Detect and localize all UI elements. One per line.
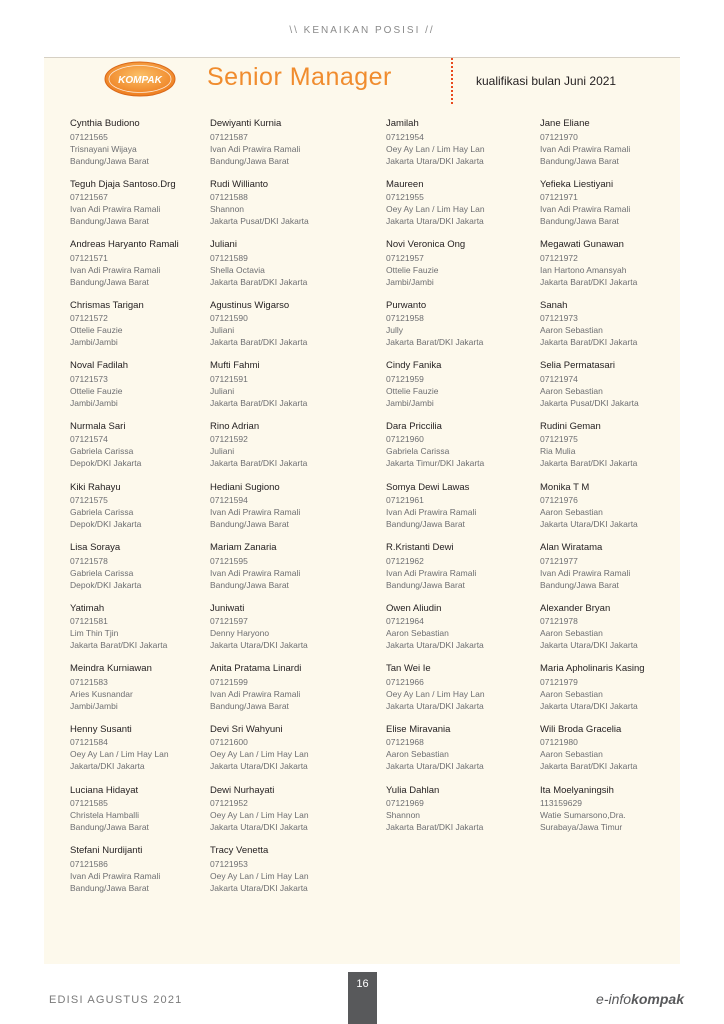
sponsor-name: Shannon: [210, 204, 245, 215]
member-id: 07121597: [210, 616, 248, 627]
member-id: 07121968: [386, 737, 424, 748]
member-location: Depok/DKI Jakarta: [70, 519, 142, 530]
member-name: Sanah: [540, 299, 568, 311]
member-entry: [210, 663, 375, 724]
member-entry: [540, 179, 705, 240]
member-entry: [540, 360, 705, 421]
member-location: Surabaya/Jawa Timur: [540, 822, 623, 833]
member-location: Jakarta Utara/DKI Jakarta: [540, 700, 638, 711]
member-id: 07121584: [70, 737, 108, 748]
sponsor-name: Aaron Sebastian: [540, 507, 603, 518]
sponsor-name: Ria Mulia: [540, 446, 576, 457]
member-location: Jambi/Jambi: [386, 276, 434, 287]
brand-label: [596, 991, 684, 1007]
member-location: Jakarta Barat/DKI Jakarta: [210, 276, 308, 287]
svg-text:KOMPAK: KOMPAK: [118, 75, 162, 86]
column-3: [386, 118, 551, 845]
member-location: Jakarta Barat/DKI Jakarta: [210, 337, 308, 348]
sponsor-name: Aaron Sebastian: [540, 749, 603, 760]
sponsor-name: Aaron Sebastian: [540, 385, 603, 396]
member-entry: [210, 482, 375, 543]
member-id: 07121567: [70, 192, 108, 203]
edition-label: EDISI AGUSTUS 2021: [49, 994, 183, 1006]
member-id: 07121974: [540, 373, 578, 384]
member-location: Jambi/Jambi: [70, 397, 118, 408]
member-name: Juliani: [210, 239, 237, 251]
page-number-box: [348, 972, 377, 1024]
member-entry: [210, 118, 375, 179]
member-name: Purwanto: [386, 299, 427, 311]
sponsor-name: Gabriela Carissa: [70, 567, 134, 578]
member-entry: [540, 785, 705, 846]
member-location: Jakarta Utara/DKI Jakarta: [540, 640, 638, 651]
sponsor-name: Juliani: [210, 446, 235, 457]
member-entry: [540, 663, 705, 724]
member-id: 07121594: [210, 495, 248, 506]
member-location: Jakarta Utara/DKI Jakarta: [540, 519, 638, 530]
member-entry: [540, 724, 705, 785]
member-location: Bandung/Jawa Barat: [70, 882, 149, 893]
member-name: Maureen: [386, 178, 424, 190]
column-4: [540, 118, 705, 845]
member-name: Anita Pratama Linardi: [210, 663, 302, 675]
header-divider: [451, 58, 453, 104]
member-id: 07121578: [70, 555, 108, 566]
member-id: 07121962: [386, 555, 424, 566]
sponsor-name: Oey Ay Lan / Lim Hay Lan: [210, 870, 309, 881]
member-location: Bandung/Jawa Barat: [210, 155, 289, 166]
member-name: Somya Dewi Lawas: [386, 481, 470, 493]
member-name: Owen Aliudin: [386, 602, 442, 614]
member-name: Dewi Nurhayati: [210, 784, 275, 796]
member-name: Cynthia Budiono: [70, 118, 140, 129]
member-name: Yulia Dahlan: [386, 784, 440, 796]
page-title: Senior Manager: [207, 63, 392, 91]
member-id: 07121977: [540, 555, 578, 566]
brand-bold: kompak: [631, 991, 684, 1007]
member-entry: [386, 482, 551, 543]
member-entry: [540, 300, 705, 361]
sponsor-name: Aaron Sebastian: [540, 628, 603, 639]
member-name: Andreas Haryanto Ramali: [70, 239, 179, 251]
sponsor-name: Ottelie Fauzie: [70, 385, 123, 396]
member-entry: [210, 845, 375, 906]
member-name: Meindra Kurniawan: [70, 663, 152, 675]
sponsor-name: Ivan Adi Prawira Ramali: [70, 870, 161, 881]
sponsor-name: Oey Ay Lan / Lim Hay Lan: [70, 749, 169, 760]
sponsor-name: Ivan Adi Prawira Ramali: [210, 143, 301, 154]
member-location: Jakarta Barat/DKI Jakarta: [540, 276, 638, 287]
member-name: Lisa Soraya: [70, 542, 121, 554]
member-location: Bandung/Jawa Barat: [210, 700, 289, 711]
member-location: Jakarta/DKI Jakarta: [70, 761, 145, 772]
member-id: 07121574: [70, 434, 108, 445]
member-id: 07121587: [210, 131, 248, 142]
sponsor-name: Oey Ay Lan / Lim Hay Lan: [386, 143, 485, 154]
sponsor-name: Oey Ay Lan / Lim Hay Lan: [210, 810, 309, 821]
member-location: Jakarta Barat/DKI Jakarta: [540, 458, 638, 469]
sponsor-name: Shella Octavia: [210, 264, 265, 275]
member-location: Bandung/Jawa Barat: [70, 155, 149, 166]
member-entry: [210, 179, 375, 240]
member-name: Elise Miravania: [386, 723, 451, 735]
member-location: Jakarta Utara/DKI Jakarta: [386, 155, 484, 166]
member-id: 07121969: [386, 798, 424, 809]
member-location: Jakarta Utara/DKI Jakarta: [386, 216, 484, 227]
member-location: Jakarta Utara/DKI Jakarta: [210, 882, 308, 893]
member-entry: [540, 239, 705, 300]
member-id: 07121586: [70, 858, 108, 869]
member-location: Jakarta Barat/DKI Jakarta: [540, 761, 638, 772]
member-entry: [210, 785, 375, 846]
member-id: 07121591: [210, 373, 248, 384]
member-name: Yefieka Liestiyani: [540, 178, 614, 190]
member-entry: [386, 421, 551, 482]
member-name: Ita Moelyaningsih: [540, 784, 614, 796]
member-name: Rino Adrian: [210, 420, 260, 432]
qualification-date: kualifikasi bulan Juni 2021: [476, 74, 617, 88]
member-name: Rudi Willianto: [210, 178, 269, 190]
member-entry: [210, 542, 375, 603]
member-id: 07121581: [70, 616, 108, 627]
member-location: Depok/DKI Jakarta: [70, 458, 142, 469]
member-location: Jakarta Barat/DKI Jakarta: [210, 458, 308, 469]
member-location: Jakarta Barat/DKI Jakarta: [386, 822, 484, 833]
sponsor-name: Aaron Sebastian: [386, 628, 449, 639]
member-id: 07121954: [386, 131, 424, 142]
member-entry: [210, 603, 375, 664]
member-name: R.Kristanti Dewi: [386, 542, 454, 554]
member-location: Jambi/Jambi: [70, 700, 118, 711]
sponsor-name: Trisnayani Wijaya: [70, 143, 137, 154]
member-name: Novi Veronica Ong: [386, 239, 466, 251]
member-entry: [386, 724, 551, 785]
member-id: 07121971: [540, 192, 578, 203]
member-name: Alan Wiratama: [540, 542, 603, 554]
sponsor-name: Ivan Adi Prawira Ramali: [210, 688, 301, 699]
member-name: Stefani Nurdijanti: [70, 845, 143, 857]
member-id: 07121592: [210, 434, 248, 445]
member-location: Jakarta Utara/DKI Jakarta: [210, 822, 308, 833]
member-name: Dewiyanti Kurnia: [210, 118, 282, 129]
member-name: Nurmala Sari: [70, 420, 126, 432]
member-location: Bandung/Jawa Barat: [70, 822, 149, 833]
member-id: 07121599: [210, 676, 248, 687]
member-id: 07121953: [210, 858, 248, 869]
member-name: Luciana Hidayat: [70, 784, 139, 796]
member-name: Megawati Gunawan: [540, 239, 624, 251]
member-id: 07121961: [386, 495, 424, 506]
member-name: Jane Eliane: [540, 118, 590, 129]
section-tag: \\ KENAIKAN POSISI //: [289, 25, 435, 36]
member-name: Hediani Sugiono: [210, 481, 280, 493]
sponsor-name: Ivan Adi Prawira Ramali: [540, 143, 631, 154]
member-id: 07121972: [540, 252, 578, 263]
member-entry: [540, 603, 705, 664]
member-name: Wili Broda Gracelia: [540, 723, 622, 735]
member-location: Bandung/Jawa Barat: [540, 579, 619, 590]
member-location: Bandung/Jawa Barat: [210, 519, 289, 530]
sponsor-name: Jully: [386, 325, 404, 336]
sponsor-name: Ottelie Fauzie: [70, 325, 123, 336]
sponsor-name: Ivan Adi Prawira Ramali: [70, 264, 161, 275]
member-location: Bandung/Jawa Barat: [386, 519, 465, 530]
member-id: 07121976: [540, 495, 578, 506]
member-location: Jambi/Jambi: [70, 337, 118, 348]
sponsor-name: Oey Ay Lan / Lim Hay Lan: [210, 749, 309, 760]
sponsor-name: Juliani: [210, 385, 235, 396]
member-location: Jakarta Barat/DKI Jakarta: [540, 337, 638, 348]
sponsor-name: Shannon: [386, 810, 421, 821]
member-entry: [210, 724, 375, 785]
member-name: Teguh Djaja Santoso.Drg: [70, 178, 176, 190]
member-location: Bandung/Jawa Barat: [386, 579, 465, 590]
member-name: Chrismas Tarigan: [70, 299, 144, 311]
sponsor-name: Oey Ay Lan / Lim Hay Lan: [386, 688, 485, 699]
member-name: Tracy Venetta: [210, 845, 269, 857]
member-entry: [540, 542, 705, 603]
member-id: 07121975: [540, 434, 578, 445]
member-name: Alexander Bryan: [540, 602, 611, 614]
sponsor-name: Aaron Sebastian: [386, 749, 449, 760]
member-name: Kiki Rahayu: [70, 481, 121, 493]
sponsor-name: Ottelie Fauzie: [386, 264, 439, 275]
member-name: Monika T M: [540, 481, 590, 493]
member-entry: [386, 179, 551, 240]
member-entry: [386, 239, 551, 300]
member-name: Jamilah: [386, 118, 419, 129]
member-entry: [386, 118, 551, 179]
member-name: Rudini Geman: [540, 420, 601, 432]
member-entry: [386, 663, 551, 724]
member-id: 07121970: [540, 131, 578, 142]
member-id: 07121959: [386, 373, 424, 384]
member-name: Mariam Zanaria: [210, 542, 277, 554]
member-id: 07121590: [210, 313, 248, 324]
member-entry: [386, 603, 551, 664]
member-name: Noval Fadilah: [70, 360, 129, 372]
sponsor-name: Ivan Adi Prawira Ramali: [540, 204, 631, 215]
member-location: Bandung/Jawa Barat: [540, 216, 619, 227]
sponsor-name: Ivan Adi Prawira Ramali: [210, 567, 301, 578]
member-entry: [386, 785, 551, 846]
sponsor-name: Ivan Adi Prawira Ramali: [210, 507, 301, 518]
kompak-logo: [104, 60, 176, 98]
member-location: Jakarta Barat/DKI Jakarta: [386, 337, 484, 348]
member-id: 07121571: [70, 252, 108, 263]
member-location: Jambi/Jambi: [386, 397, 434, 408]
member-entry: [540, 118, 705, 179]
member-id: 07121952: [210, 798, 248, 809]
member-id: 07121964: [386, 616, 424, 627]
member-entry: [386, 360, 551, 421]
member-location: Bandung/Jawa Barat: [70, 216, 149, 227]
member-id: 07121973: [540, 313, 578, 324]
member-entry: [540, 482, 705, 543]
member-location: Jakarta Pusat/DKI Jakarta: [210, 216, 309, 227]
member-name: Juniwati: [210, 602, 245, 614]
member-entry: [210, 239, 375, 300]
sponsor-name: Watie Sumarsono,Dra.: [540, 810, 626, 821]
member-id: 07121595: [210, 555, 248, 566]
brand-prefix: e-info: [596, 991, 632, 1007]
member-location: Bandung/Jawa Barat: [540, 155, 619, 166]
member-location: Jakarta Utara/DKI Jakarta: [386, 700, 484, 711]
member-id: 07121583: [70, 676, 108, 687]
sponsor-name: Gabriela Carissa: [70, 507, 134, 518]
member-id: 07121575: [70, 495, 108, 506]
sponsor-name: Aries Kusnandar: [70, 688, 133, 699]
sponsor-name: Oey Ay Lan / Lim Hay Lan: [386, 204, 485, 215]
member-id: 07121979: [540, 676, 578, 687]
page-number: 16: [356, 978, 369, 990]
member-location: Jakarta Utara/DKI Jakarta: [386, 761, 484, 772]
member-id: 07121585: [70, 798, 108, 809]
member-name: Maria Apholinaris Kasing: [540, 663, 645, 675]
sponsor-name: Ivan Adi Prawira Ramali: [540, 567, 631, 578]
sponsor-name: Aaron Sebastian: [540, 325, 603, 336]
sponsor-name: Denny Haryono: [210, 628, 270, 639]
member-id: 07121589: [210, 252, 248, 263]
member-entry: [210, 360, 375, 421]
member-location: Jakarta Barat/DKI Jakarta: [210, 397, 308, 408]
member-id: 07121573: [70, 373, 108, 384]
sponsor-name: Ivan Adi Prawira Ramali: [70, 204, 161, 215]
member-name: Yatimah: [70, 602, 105, 614]
member-location: Bandung/Jawa Barat: [70, 276, 149, 287]
sponsor-name: Ian Hartono Amansyah: [540, 264, 627, 275]
member-id: 07121588: [210, 192, 248, 203]
sponsor-name: Gabriela Carissa: [386, 446, 450, 457]
member-entry: [210, 300, 375, 361]
column-2: [210, 118, 375, 906]
member-name: Mufti Fahmi: [210, 360, 260, 372]
member-name: Tan Wei Ie: [386, 663, 431, 675]
member-location: Jakarta Barat/DKI Jakarta: [70, 640, 168, 651]
sponsor-name: Christela Hamballi: [70, 810, 139, 821]
member-entry: [210, 421, 375, 482]
member-id: 07121955: [386, 192, 424, 203]
member-entry: [386, 300, 551, 361]
member-name: Devi Sri Wahyuni: [210, 723, 283, 735]
member-id: 07121966: [386, 676, 424, 687]
member-id: 07121978: [540, 616, 578, 627]
member-name: Agustinus Wigarso: [210, 299, 290, 311]
member-name: Henny Susanti: [70, 723, 132, 735]
member-id: 07121565: [70, 131, 108, 142]
member-id: 07121957: [386, 252, 424, 263]
sponsor-name: Ivan Adi Prawira Ramali: [386, 567, 477, 578]
member-id: 07121572: [70, 313, 108, 324]
member-name: Selia Permatasari: [540, 360, 615, 372]
member-id: 113159629: [540, 798, 582, 809]
member-id: 07121600: [210, 737, 248, 748]
member-location: Jakarta Timur/DKI Jakarta: [386, 458, 485, 469]
member-location: Jakarta Utara/DKI Jakarta: [386, 640, 484, 651]
member-id: 07121980: [540, 737, 578, 748]
member-name: Dara Priccilia: [386, 420, 442, 432]
sponsor-name: Ottelie Fauzie: [386, 385, 439, 396]
member-location: Jakarta Utara/DKI Jakarta: [210, 640, 308, 651]
member-location: Jakarta Utara/DKI Jakarta: [210, 761, 308, 772]
sponsor-name: Aaron Sebastian: [540, 688, 603, 699]
member-location: Depok/DKI Jakarta: [70, 579, 142, 590]
sponsor-name: Lim Thin Tjin: [70, 628, 119, 639]
member-id: 07121960: [386, 434, 424, 445]
sponsor-name: Gabriela Carissa: [70, 446, 134, 457]
member-location: Jakarta Pusat/DKI Jakarta: [540, 397, 639, 408]
member-name: Cindy Fanika: [386, 360, 442, 372]
sponsor-name: Ivan Adi Prawira Ramali: [386, 507, 477, 518]
member-entry: [540, 421, 705, 482]
member-entry: [386, 542, 551, 603]
member-id: 07121958: [386, 313, 424, 324]
sponsor-name: Juliani: [210, 325, 235, 336]
member-location: Bandung/Jawa Barat: [210, 579, 289, 590]
